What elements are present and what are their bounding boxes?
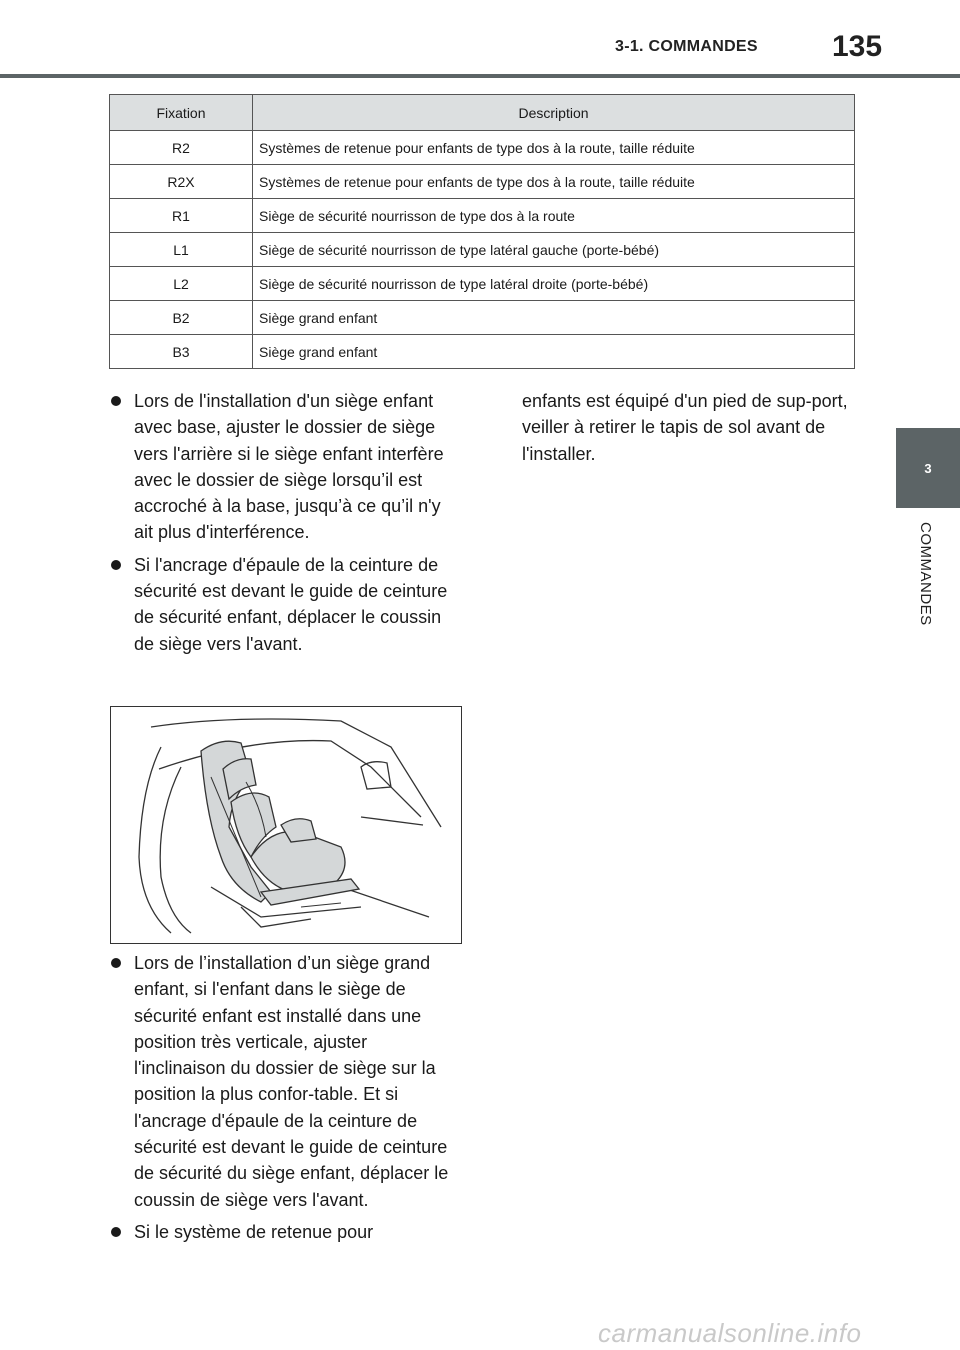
description-cell: Siège de sécurité nourrisson de type dos à la route [253,199,855,233]
table-row [110,131,855,165]
fixation-cell: L2 [110,267,253,301]
fixation-cell: L1 [110,233,253,267]
header-description: Description [253,95,855,131]
continuation-text: enfants est équipé d'un pied de sup-port, veiller à retirer le tapis de sol avant de l'installer. [522,391,848,464]
description-cell: Systèmes de retenue pour enfants de type dos à la route, taille réduite [253,131,855,165]
fixation-cell: R2 [110,131,253,165]
table-row [110,165,855,199]
fixation-cell: R2X [110,165,253,199]
bullet-item: Lors de l'installation d'un siège enfant avec base, ajuster le dossier de siège vers l'arrière si le siège enfant interfère avec le dossier de siège lorsqu’il est accroché à la base, jusqu’à ce qu’il n'y ait plus d'interférence. [109,388,459,546]
bullet-item: Si l'ancrage d'épaule de la ceinture de sécurité est devant le guide de ceinture de sécurité enfant, déplacer le coussin de siège vers l'avant. [109,552,459,657]
table-row [110,335,855,369]
table-row [110,199,855,233]
fixation-table [109,94,855,369]
left-column-top [109,388,459,663]
right-column [522,388,852,467]
bullet-item: Lors de l’installation d’un siège grand enfant, si l'enfant dans le siège de sécurité enfant est installé dans une position très verticale, ajuster l'inclinaison du dossier de siège sur la position la plus confor-table. Et si l'ancrage d'épaule de la ceinture de sécurité est devant le guide de ceinture de sécurité du siège enfant, déplacer le coussin de siège vers l'avant. [109,950,459,1213]
table-row [110,233,855,267]
bullet-item: Si le système de retenue pour [109,1219,459,1245]
fixation-cell: R1 [110,199,253,233]
chapter-number: 3 [924,460,932,476]
description-cell: Systèmes de retenue pour enfants de type dos à la route, taille réduite [253,165,855,199]
watermark: carmanualsonline.info [598,1318,862,1348]
table-row [110,267,855,301]
child-seat-drawing [111,707,461,943]
description-cell: Siège grand enfant [253,335,855,369]
chapter-tab [896,428,960,508]
description-cell: Siège grand enfant [253,301,855,335]
chapter-side-label: COMMANDES [917,522,934,626]
fixation-cell: B2 [110,301,253,335]
table-row [110,301,855,335]
table-header-row [110,95,855,131]
left-column-bottom [109,950,459,1251]
header-section-title: 3-1. COMMANDES [615,38,758,55]
description-cell: Siège de sécurité nourrisson de type latéral gauche (porte-bébé) [253,233,855,267]
description-cell: Siège de sécurité nourrisson de type latéral droite (porte-bébé) [253,267,855,301]
fixation-cell: B3 [110,335,253,369]
page-number: 135 [832,30,883,63]
header-fixation: Fixation [110,95,253,131]
header-rule [0,74,960,78]
seat-illustration [110,706,462,944]
